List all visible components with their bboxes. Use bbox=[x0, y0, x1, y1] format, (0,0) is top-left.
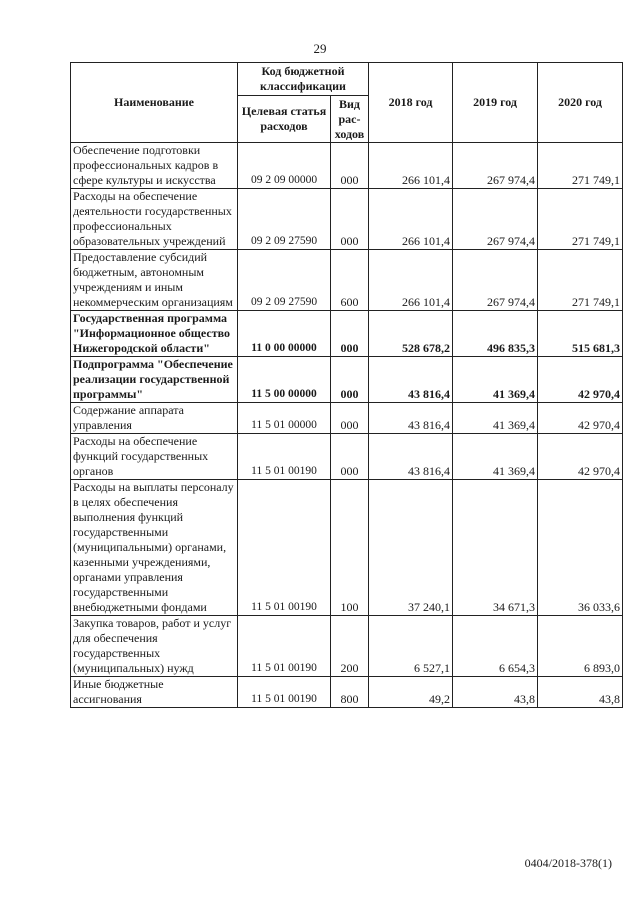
document-code: 0404/2018-378(1) bbox=[524, 856, 612, 870]
row-value-2019: 41 369,4 bbox=[453, 403, 538, 434]
table-row bbox=[71, 480, 623, 616]
row-expense-type: 800 bbox=[331, 677, 369, 708]
row-target-article: 11 0 00 00000 bbox=[238, 311, 331, 357]
row-value-2020: 42 970,4 bbox=[538, 403, 623, 434]
header-2020: 2020 год bbox=[538, 63, 623, 143]
table-row bbox=[71, 357, 623, 403]
row-expense-type: 000 bbox=[331, 189, 369, 250]
row-target-article: 11 5 01 00190 bbox=[238, 677, 331, 708]
row-name: Расходы на обеспечение функций государственных органов bbox=[71, 434, 238, 480]
row-name: Подпрограмма "Обеспечение реализации государственной программы" bbox=[71, 357, 238, 403]
row-expense-type: 000 bbox=[331, 434, 369, 480]
row-value-2019: 496 835,3 bbox=[453, 311, 538, 357]
row-value-2020: 271 749,1 bbox=[538, 143, 623, 189]
row-value-2019: 34 671,3 bbox=[453, 480, 538, 616]
table-row bbox=[71, 434, 623, 480]
table-row bbox=[71, 250, 623, 311]
row-name: Расходы на выплаты персоналу в целях обеспечения выполнения функций государственными (муниципальными) органами, казенными учреждениями, органами управления государственными внебюджетными фондами bbox=[71, 480, 238, 616]
row-value-2018: 6 527,1 bbox=[369, 616, 453, 677]
row-value-2020: 42 970,4 bbox=[538, 357, 623, 403]
row-name: Государственная программа "Информационное общество Нижегородской области" bbox=[71, 311, 238, 357]
row-value-2019: 41 369,4 bbox=[453, 434, 538, 480]
row-target-article: 11 5 01 00000 bbox=[238, 403, 331, 434]
page-number: 29 bbox=[313, 41, 327, 56]
row-value-2018: 43 816,4 bbox=[369, 434, 453, 480]
row-value-2018: 266 101,4 bbox=[369, 250, 453, 311]
row-value-2020: 42 970,4 bbox=[538, 434, 623, 480]
row-expense-type: 100 bbox=[331, 480, 369, 616]
row-expense-type: 600 bbox=[331, 250, 369, 311]
row-value-2018: 37 240,1 bbox=[369, 480, 453, 616]
row-value-2019: 267 974,4 bbox=[453, 143, 538, 189]
row-value-2020: 271 749,1 bbox=[538, 189, 623, 250]
row-value-2018: 43 816,4 bbox=[369, 403, 453, 434]
row-value-2020: 6 893,0 bbox=[538, 616, 623, 677]
row-name: Содержание аппарата управления bbox=[71, 403, 238, 434]
row-expense-type: 000 bbox=[331, 311, 369, 357]
row-value-2018: 43 816,4 bbox=[369, 357, 453, 403]
header-kbk: Код бюджетной классификации bbox=[238, 63, 369, 96]
table-row bbox=[71, 311, 623, 357]
header-vid: Вид рас-ходов bbox=[331, 96, 369, 143]
table-row bbox=[71, 616, 623, 677]
row-name: Расходы на обеспечение деятельности государственных профессиональных образовательных учреждений bbox=[71, 189, 238, 250]
row-target-article: 11 5 01 00190 bbox=[238, 616, 331, 677]
row-expense-type: 000 bbox=[331, 403, 369, 434]
row-value-2018: 266 101,4 bbox=[369, 143, 453, 189]
row-target-article: 09 2 09 00000 bbox=[238, 143, 331, 189]
table-row bbox=[71, 189, 623, 250]
row-name: Предоставление субсидий бюджетным, автономным учреждениям и иным некоммерческим организациям bbox=[71, 250, 238, 311]
row-value-2019: 267 974,4 bbox=[453, 189, 538, 250]
row-expense-type: 200 bbox=[331, 616, 369, 677]
header-tselevaya: Целевая статья расходов bbox=[238, 96, 331, 143]
row-name: Обеспечение подготовки профессиональных кадров в сфере культуры и искусства bbox=[71, 143, 238, 189]
header-2018: 2018 год bbox=[369, 63, 453, 143]
table-row bbox=[71, 403, 623, 434]
row-value-2020: 271 749,1 bbox=[538, 250, 623, 311]
table-row bbox=[71, 143, 623, 189]
row-value-2018: 49,2 bbox=[369, 677, 453, 708]
row-value-2020: 515 681,3 bbox=[538, 311, 623, 357]
header-2019: 2019 год bbox=[453, 63, 538, 143]
row-expense-type: 000 bbox=[331, 143, 369, 189]
row-value-2020: 43,8 bbox=[538, 677, 623, 708]
row-value-2020: 36 033,6 bbox=[538, 480, 623, 616]
header-name: Наименование bbox=[71, 63, 238, 143]
row-value-2019: 267 974,4 bbox=[453, 250, 538, 311]
row-name: Иные бюджетные ассигнования bbox=[71, 677, 238, 708]
row-value-2019: 41 369,4 bbox=[453, 357, 538, 403]
row-name: Закупка товаров, работ и услуг для обеспечения государственных (муниципальных) нужд bbox=[71, 616, 238, 677]
row-value-2019: 43,8 bbox=[453, 677, 538, 708]
row-target-article: 11 5 01 00190 bbox=[238, 434, 331, 480]
table-row bbox=[71, 677, 623, 708]
row-target-article: 11 5 00 00000 bbox=[238, 357, 331, 403]
row-value-2018: 266 101,4 bbox=[369, 189, 453, 250]
row-target-article: 09 2 09 27590 bbox=[238, 189, 331, 250]
row-target-article: 09 2 09 27590 bbox=[238, 250, 331, 311]
row-value-2019: 6 654,3 bbox=[453, 616, 538, 677]
row-target-article: 11 5 01 00190 bbox=[238, 480, 331, 616]
row-expense-type: 000 bbox=[331, 357, 369, 403]
row-value-2018: 528 678,2 bbox=[369, 311, 453, 357]
budget-table bbox=[70, 62, 623, 708]
